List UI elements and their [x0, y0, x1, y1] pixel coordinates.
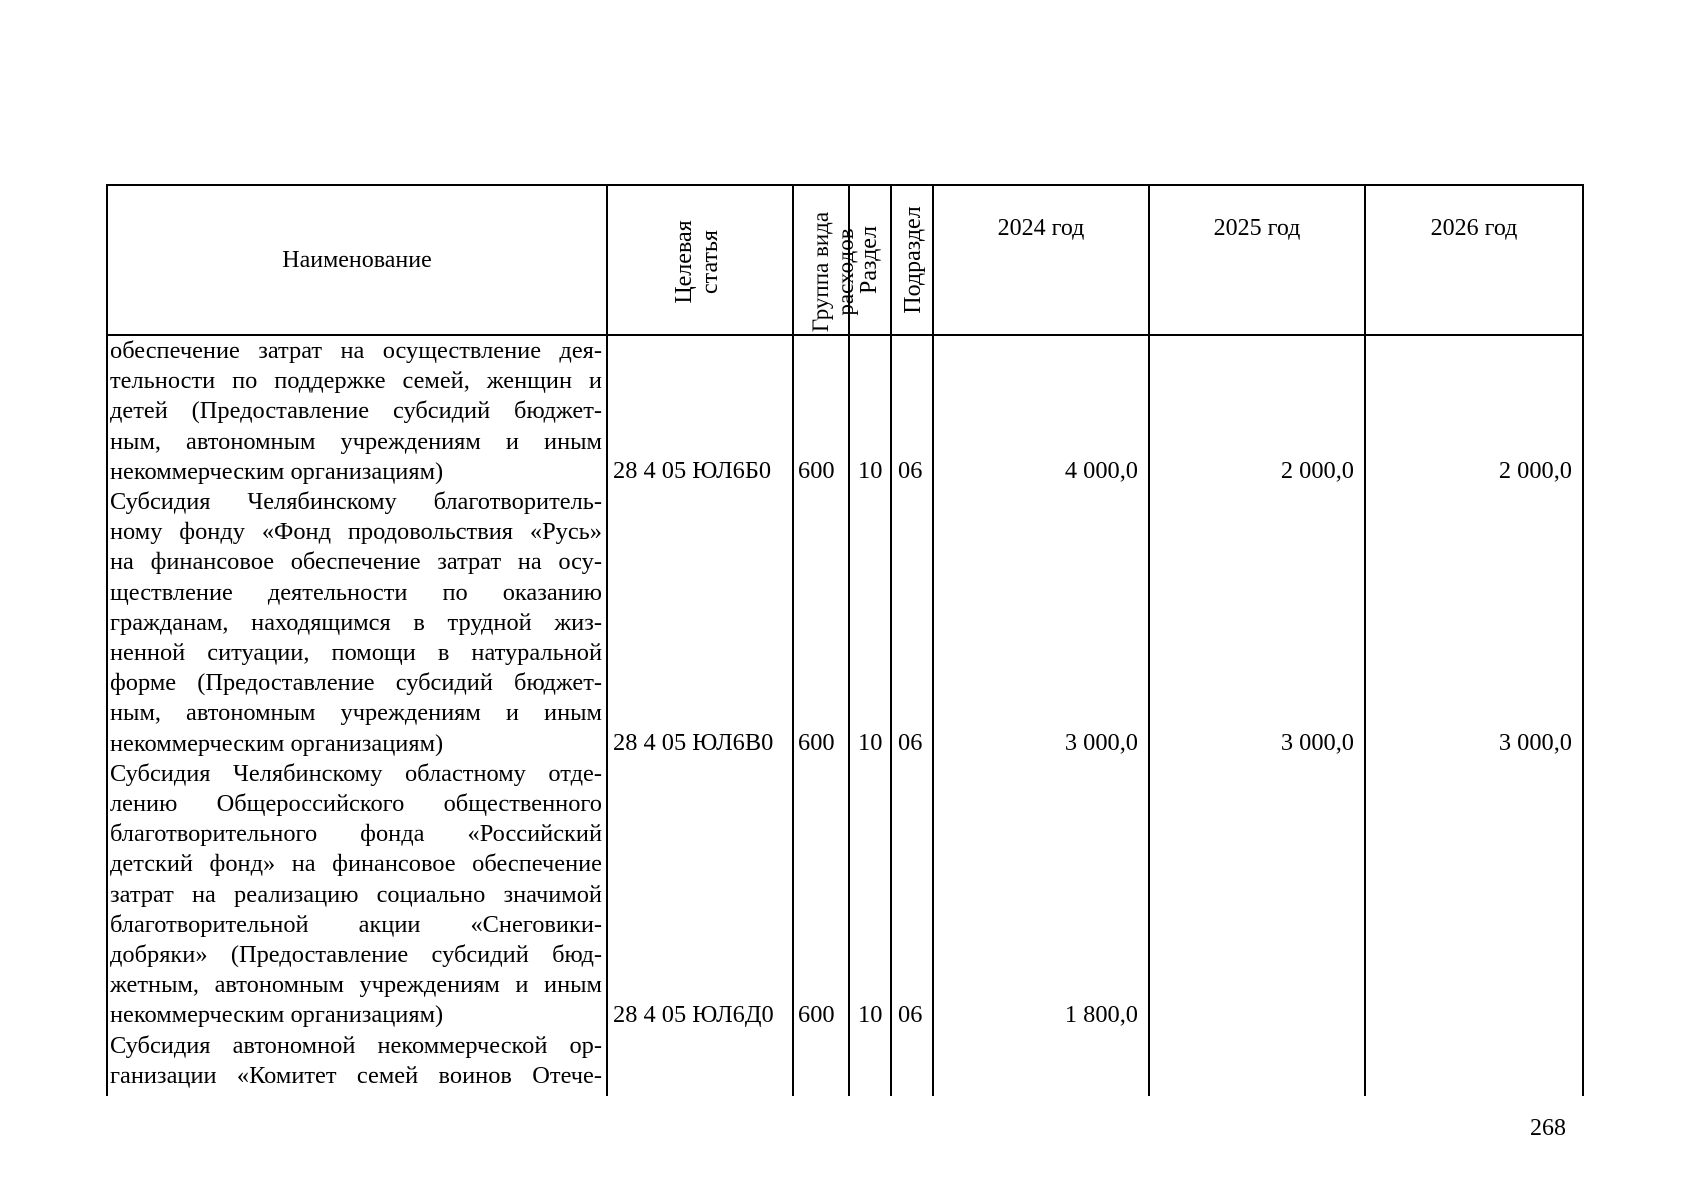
row-3-name-line: благотворительного фонда «Российский: [110, 820, 602, 848]
row-3-name-line: благотворительной акции «Снеговики-: [110, 910, 602, 938]
page-number: 268: [1530, 1115, 1566, 1141]
row-1-y2024: 4 000,0: [1064, 457, 1138, 484]
row-1-y2026: 2 000,0: [1498, 457, 1572, 484]
row-2-y2025: 3 000,0: [1280, 729, 1354, 756]
row-3-name-line: лению Общероссийского общественного: [110, 790, 602, 818]
row-1-name: [110, 336, 602, 487]
col-border-7: [1364, 184, 1366, 1096]
col-border-5: [932, 184, 934, 1096]
row-3-name: [110, 759, 602, 1031]
header-name: Наименование: [282, 247, 432, 273]
row-2-article: 28 4 05 ЮЛ6В0: [613, 729, 774, 756]
row-1-article: 28 4 05 ЮЛ6Б0: [613, 457, 772, 484]
row-1-name-line: детей (Предоставление субсидий бюджет-: [110, 397, 602, 425]
row-3-subsection: 06: [898, 1001, 923, 1028]
row-1-section: 10: [858, 457, 883, 484]
col-border-4: [890, 184, 892, 1096]
row-2-name-line: ным, автономным учреждениям и иным: [110, 699, 602, 727]
col-border-8: [1582, 184, 1584, 1096]
row-3-section: 10: [858, 1001, 883, 1028]
row-2-name-line: на финансовое обеспечение затрат на осу-: [110, 548, 602, 576]
row-3-name-line: жетным, автономным учреждениям и иным: [110, 971, 602, 999]
row-3-name-line: затрат на реализацию социально значимой: [110, 880, 602, 908]
row-3-name-line: Субсидия Челябинскому областному отде-: [110, 759, 602, 787]
row-2-name-line: гражданам, находящимся в трудной жиз-: [110, 608, 602, 636]
row-2-name-line: Субсидия Челябинскому благотворитель-: [110, 488, 602, 516]
row-1-name-line: ным, автономным учреждениям и иным: [110, 427, 602, 455]
budget-table: [106, 184, 1584, 1096]
row-3-group: 600: [798, 1001, 835, 1028]
header-section: Раздел: [856, 226, 882, 294]
header-year-2024: 2024 год: [997, 215, 1085, 241]
header-expense-group: Группа вида расходов: [808, 211, 858, 333]
row-2-name-line: ному фонду «Фонд продовольствия «Русь»: [110, 518, 602, 546]
row-2-subsection: 06: [898, 729, 923, 756]
row-3-name-line: добряки» (Предоставление субсидий бюд-: [110, 941, 602, 969]
row-2-name-line: некоммерческим организациям): [110, 729, 444, 757]
row-2-name-line: ществление деятельности по оказанию: [110, 578, 602, 606]
row-2-name: [110, 487, 602, 759]
row-2-section: 10: [858, 729, 883, 756]
header-year-2026: 2026 год: [1430, 215, 1518, 241]
name-column: [110, 336, 602, 1091]
row-2-y2026: 3 000,0: [1498, 729, 1572, 756]
row-3-name-line: детский фонд» на финансовое обеспечение: [110, 850, 602, 878]
col-border-1: [606, 184, 608, 1096]
row-1-group: 600: [798, 457, 835, 484]
row-4-name-line: Субсидия автономной некоммерческой ор-: [110, 1031, 602, 1059]
row-3-y2024: 1 800,0: [1064, 1001, 1138, 1028]
row-2-name-line: ненной ситуации, помощи в натуральной: [110, 639, 602, 667]
header-target-article: Целевая статья: [671, 220, 723, 304]
row-4-name-line: ганизации «Комитет семей воинов Отече-: [110, 1061, 602, 1089]
row-2-group: 600: [798, 729, 835, 756]
row-3-name-line: некоммерческим организациям): [110, 1001, 444, 1029]
row-1-name-line: обеспечение затрат на осуществление дея-: [110, 337, 602, 364]
col-border-6: [1148, 184, 1150, 1096]
col-border-2: [792, 184, 794, 1096]
row-1-name-line: некоммерческим организациям): [110, 457, 444, 485]
row-3-article: 28 4 05 ЮЛ6Д0: [613, 1001, 774, 1028]
row-1-subsection: 06: [898, 457, 923, 484]
row-4-name: [110, 1031, 602, 1091]
header-subsection: Подраздел: [900, 206, 926, 314]
row-1-y2025: 2 000,0: [1280, 457, 1354, 484]
row-2-y2024: 3 000,0: [1064, 729, 1138, 756]
header-year-2025: 2025 год: [1213, 215, 1301, 241]
row-2-name-line: форме (Предоставление субсидий бюджет-: [110, 669, 602, 697]
row-1-name-line: тельности по поддержке семей, женщин и: [110, 367, 602, 395]
